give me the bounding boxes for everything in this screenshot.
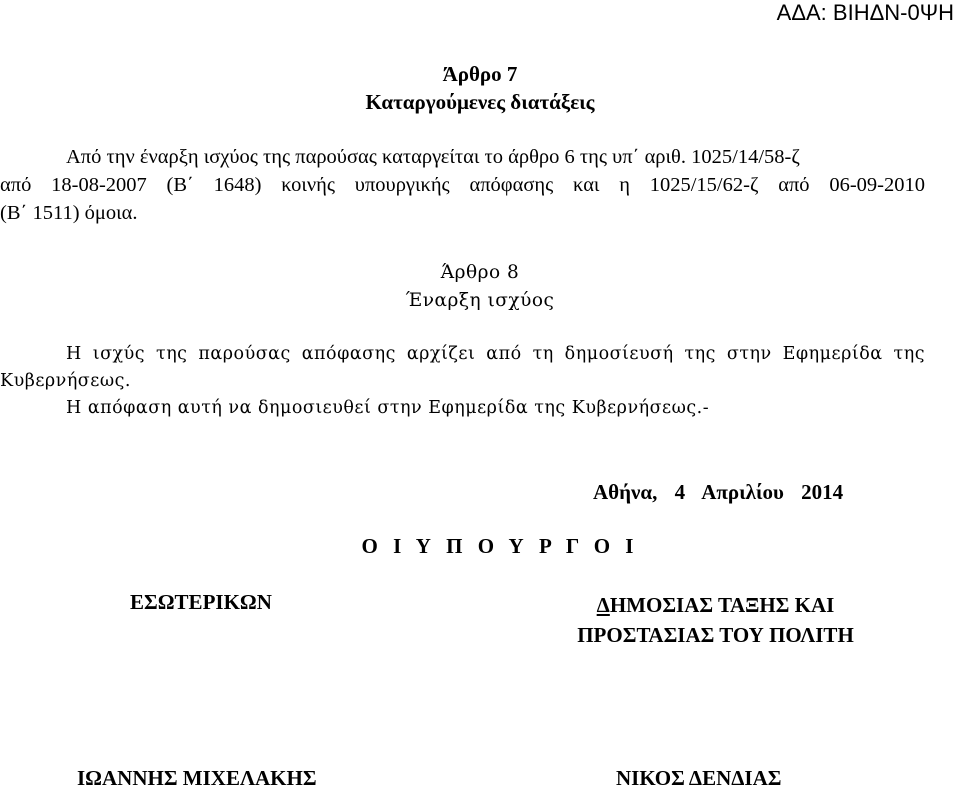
- article-7-paragraph-line-3: (Β΄ 1511) όμοια.: [0, 202, 138, 224]
- article-7-title: Καταργούμενες διατάξεις: [365, 90, 595, 114]
- article-8-number: Άρθρο 8: [440, 262, 520, 283]
- signing-date: Αθήνα, 4 Απριλίου 2014: [593, 480, 844, 504]
- ministry-public-order-line-1-rest: ΗΜΟΣΙΑΣ ΤΑΞΗΣ ΚΑΙ: [609, 593, 835, 617]
- article-8-paragraph-line-1: Η ισχύς της παρούσας απόφασης αρχίζει από τη δημοσίευσή της στην Εφημερίδα της: [66, 344, 925, 364]
- ministry-public-order: [543, 590, 888, 650]
- article-7-paragraph-line-1: Από την έναρξη ισχύος της παρούσας καταργείται το άρθρο 6 της υπ΄ αριθ. 1025/14/58-ζ: [66, 146, 800, 168]
- ministry-public-order-line-1: [543, 590, 888, 620]
- ada-code: ΑΔΑ: ΒΙΗΔΝ-0ΨΗ: [776, 0, 954, 25]
- ministry-interior: ΕΣΩΤΕΡΙΚΩΝ: [130, 590, 272, 614]
- article-8-title: Έναρξη ισχύος: [405, 290, 555, 311]
- article-8-paragraph-line-2: Κυβερνήσεως.: [0, 371, 131, 391]
- ministry-public-order-line-2: ΠΡΟΣΤΑΣΙΑΣ ΤΟΥ ΠΟΛΙΤΗ: [577, 623, 854, 647]
- signatory-right: ΝΙΚΟΣ ΔΕΝΔΙΑΣ: [616, 766, 782, 790]
- ministers-heading: Ο Ι Υ Π Ο Υ Ρ Γ Ο Ι: [361, 534, 639, 558]
- signatory-left: ΙΩΑΝΝΗΣ ΜΙΧΕΛΑΚΗΣ: [77, 766, 317, 790]
- article-7-number: Άρθρο 7: [442, 62, 518, 86]
- ministry-public-order-initial: Δ: [596, 593, 610, 617]
- article-7-paragraph-line-2: από 18-08-2007 (Β΄ 1648) κοινής υπουργικής απόφασης και η 1025/15/62-ζ από 06-09-2010: [0, 174, 925, 196]
- article-8-paragraph-line-3: Η απόφαση αυτή να δημοσιευθεί στην Εφημερίδα της Κυβερνήσεως.-: [66, 398, 710, 418]
